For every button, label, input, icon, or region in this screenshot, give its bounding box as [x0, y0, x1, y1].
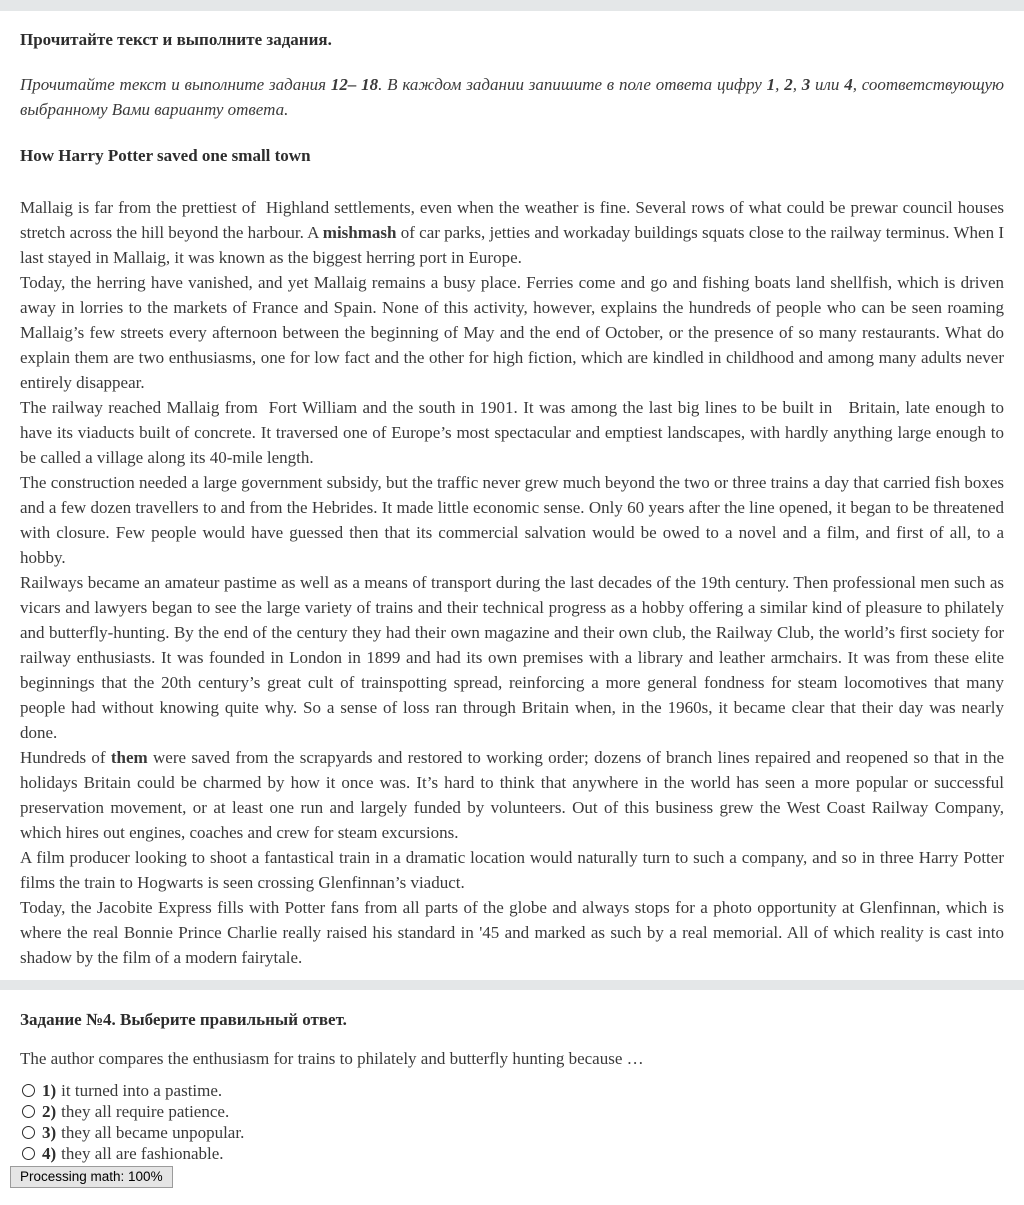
- task-header: Задание №4. Выберите правильный ответ.: [20, 1010, 347, 1029]
- top-bar: [0, 0, 1024, 11]
- answer-option-4[interactable]: [20, 1143, 1004, 1164]
- option-number: 4): [42, 1144, 57, 1163]
- reading-section: [0, 11, 1024, 980]
- answer-options: [20, 1080, 1004, 1164]
- passage-paragraph-2: Today, the herring have vanished, and yet Mallaig remains a busy place. Ferries come and go and fishing boats land shellfish, which is driven away in lorries to the markets of France and Spain. None of this activity, however, explains the hundreds of people who can be seen roaming Mallaig’s few streets every afternoon between the beginning of May and the end of October, or the presence of so many restaurants. What do explain them are two enthusiasms, one for low fact and the other for high fiction, which are kindled in childhood and among many adults never entirely disappear.: [20, 273, 1004, 392]
- question-text: The author compares the enthusiasm for trains to philately and butterfly hunting because …: [20, 1049, 644, 1068]
- passage-paragraph-7: A film producer looking to shoot a fantastical train in a dramatic location would naturally turn to such a company, and so in three Harry Potter films the train to Hogwarts is seen crossing Glenfinnan’s viaduct.: [20, 848, 1004, 892]
- answer-option-3[interactable]: [20, 1122, 1004, 1143]
- option-number: 3): [42, 1123, 57, 1142]
- option-number: 2): [42, 1102, 57, 1121]
- radio-button-1[interactable]: [22, 1084, 35, 1097]
- passage-paragraph-1: Mallaig is far from the prettiest of Highland settlements, even when the weather is fine. Several rows of what could be prewar council houses stretch across the hill beyond the harbour. A mishmash of car parks, jetties and workaday buildings squats close to the railway terminus. When I last stayed in Mallaig, it was known as the biggest herring port in Europe.: [20, 198, 1005, 267]
- passage-paragraph-6: Hundreds of them were saved from the scrapyards and restored to working order; dozens of branch lines repaired and reopened so that in the holidays Britain could be charmed by how it once was. It’s hard to think that anywhere in the world has seen a more popular or successful preservation movement, or at least one run and largely funded by volunteers. Out of this business grew the West Coast Railway Company, which hires out engines, coaches and crew for steam excursions.: [20, 748, 1004, 842]
- radio-button-2[interactable]: [22, 1105, 35, 1118]
- passage-paragraph-8: Today, the Jacobite Express fills with Potter fans from all parts of the globe and always stops for a photo opportunity at Glenfinnan, which is where the real Bonnie Prince Charlie really raised his standard in '45 and marked as such by a real memorial. All of which reality is cast into shadow by the film of a modern fairytale.: [20, 898, 1004, 967]
- passage-paragraph-3: The railway reached Mallaig from Fort William and the south in 1901. It was among the last big lines to be built in Britain, late enough to have its viaducts built of concrete. It traversed one of Europe’s most spectacular and emptiest landscapes, with hardly anything large enough to be called a village along its 40-mile length.: [20, 398, 1004, 467]
- instructions-text: Прочитайте текст и выполните задания 12– 18. В каждом задании запишите в поле ответа цифру 1, 2, 3 или 4, соответствующую выбранному Вами варианту ответа.: [20, 75, 1005, 119]
- passage-paragraph-5: Railways became an amateur pastime as well as a means of transport during the last decades of the 19th century. Then professional men such as vicars and lawyers began to see the large variety of trains and their technical progress as a hobby offering a similar kind of pleasure to philately and butterfly-hunting. By the end of the century they had their own magazine and their own club, the Railway Club, the world’s first society for railway enthusiasts. It was founded in London in 1899 and had its own premises with a library and leather armchairs. It was from these elite beginnings that the 20th century’s great cult of trainspotting spread, reinforcing a more general fondness for steam locomotives that many people had without knowing quite why. So a sense of loss ran through Britain when, in the 1960s, it became clear that their day was nearly done.: [20, 573, 1004, 742]
- option-label: they all require patience.: [61, 1102, 230, 1121]
- passage-paragraph-4: The construction needed a large government subsidy, but the traffic never grew much beyond the two or three trains a day that carried fish boxes and a few dozen travellers to and from the Hebrides. It made little economic sense. Only 60 years after the line opened, it began to be threatened with closure. Few people would have guessed then that its commercial salvation would be owed to a novel and a film, and first of all, to a hobby.: [20, 473, 1004, 567]
- option-number: 1): [42, 1081, 57, 1100]
- radio-button-3[interactable]: [22, 1126, 35, 1139]
- passage-title: How Harry Potter saved one small town: [20, 146, 311, 165]
- option-label: they all are fashionable.: [61, 1144, 224, 1163]
- radio-button-4[interactable]: [22, 1147, 35, 1160]
- section-divider: [0, 980, 1024, 990]
- task-section: [0, 990, 1024, 1164]
- option-label: they all became unpopular.: [61, 1123, 245, 1142]
- mathjax-status: Processing math: 100%: [10, 1166, 173, 1188]
- answer-option-2[interactable]: [20, 1101, 1004, 1122]
- option-label: it turned into a pastime.: [61, 1081, 223, 1100]
- reading-passage: [20, 195, 1004, 970]
- section-header: Прочитайте текст и выполните задания.: [20, 30, 332, 49]
- answer-option-1[interactable]: [20, 1080, 1004, 1101]
